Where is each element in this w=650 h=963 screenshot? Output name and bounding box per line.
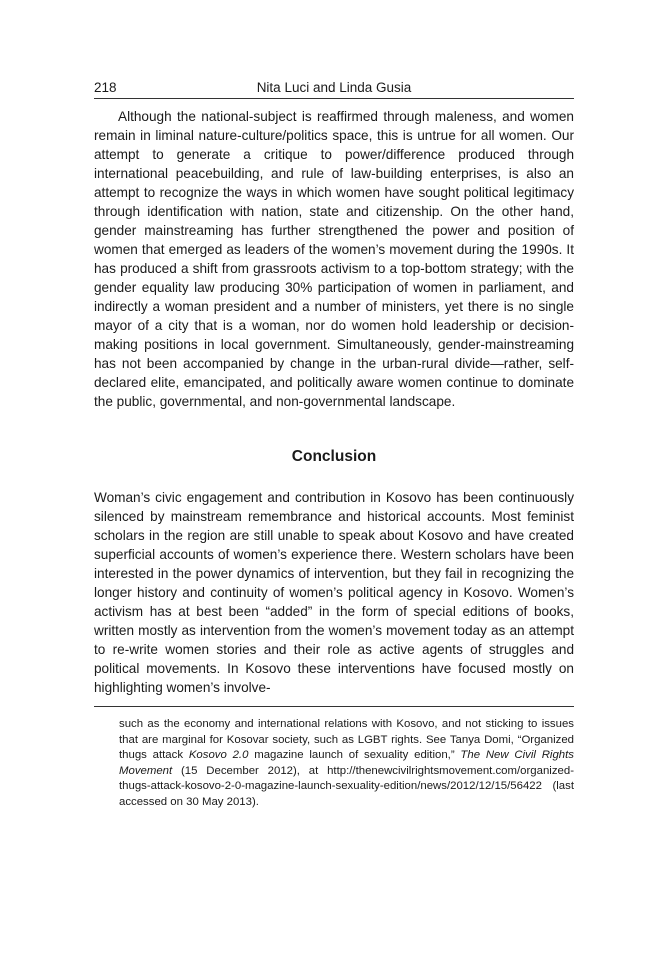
footnote-text-2: magazine launch of sexuality edition,” xyxy=(248,749,461,762)
running-head-authors: Nita Luci and Linda Gusia xyxy=(256,80,412,95)
book-page xyxy=(94,78,574,811)
running-head xyxy=(94,78,574,99)
section-heading-conclusion: Conclusion xyxy=(291,448,377,465)
body-paragraph-2: Woman’s civic engagement and contribution in Kosovo has been continuously silenced by mainstream remembrance and historical accounts. Most feminist scholars in the region are still unable to speak about Kosovo and have created superficial accounts of women’s experience there. Western scholars have been interested in the power dynamics of intervention, but they fail in recognizing the longer history and continuity of women’s political agency in Kosovo. Women’s activism has at best been “added” in the form of special editions of books, written mostly as intervention from the women’s movement today as an attempt to re-write women stories and their role as active agents of struggles and political movements. In Kosovo these interventions have focused mostly on highlighting women’s involve- xyxy=(94,490,574,695)
footnote-italic-magazine: Kosovo 2.0 xyxy=(188,749,249,762)
footnote-text-3: (15 December 2012), at http://thenewcivilrightsmovement.com/organized-thugs-attack-kosovo-2-0-magazine-launch-sexuality-edition/news/2012/12/15/56422 (last accessed on 30 May 2013). xyxy=(119,764,574,808)
footnote-italic-publication: The New Civil Rights Movement xyxy=(119,749,574,777)
page-number: 218 xyxy=(94,80,117,95)
footnote-separator xyxy=(94,706,574,707)
body-paragraph-1: Although the national-subject is reaffirmed through maleness, and women remain in liminal nature-culture/politics space, this is untrue for all women. Our attempt to generate a critique to power/difference produced through international peacebuilding, and rule of law-building enterprises, is also an attempt to recognize the ways in which women have sought political legitimacy through identification with nation, state and citizenship. On the other hand, gender mainstreaming has further strengthened the power and position of women that emerged as leaders of the women’s movement during the 1990s. It has produced a shift from grassroots activism to a top-bottom strategy; with the gender equality law producing 30% participation of women in parliament, and indirectly a woman president and a number of ministers, yet there is no single mayor of a city that is a woman, nor do women hold leadership or decision-making positions in local government. Simultaneously, gender-mainstreaming has not been accompanied by change in the urban-rural divide—rather, self-declared elite, emancipated, and politically aware women continue to dominate the public, governmental, and non-governmental landscape. xyxy=(94,109,574,409)
footnote-text-1: such as the economy and international relations with Kosovo, and not sticking to issues that are marginal for Kosovar society, such as LGBT rights. See Tanya Domi, “Organized thugs attack xyxy=(119,718,574,762)
footnote xyxy=(94,717,574,811)
